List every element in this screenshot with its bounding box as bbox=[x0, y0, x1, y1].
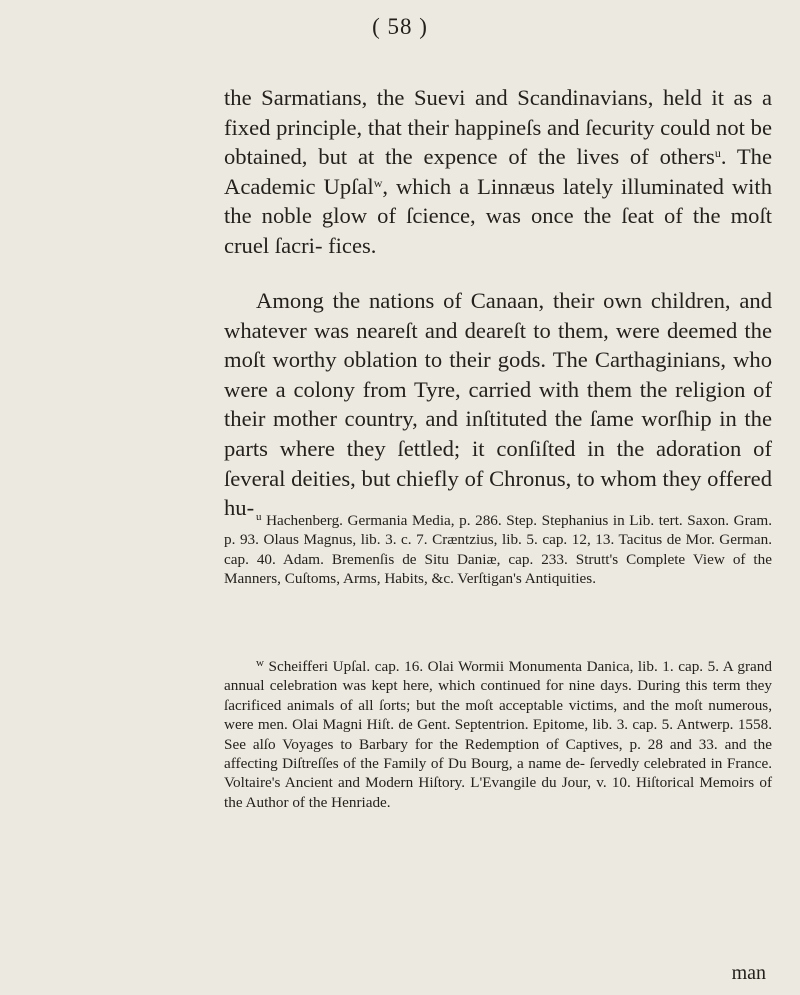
footnote-ref-u: u bbox=[714, 146, 721, 161]
footnote-mark-w: w bbox=[256, 657, 264, 669]
body-paragraph-2: Among the nations of Canaan, their own children, and whatever was neareſt and deareſt to them, were deemed the moſt worthy oblation to their gods. The Carthaginians, who were a colony from Tyre, carried with them the religion of their mother country, and inſtituted the ſame worſhip in the parts where they ſettled; it conſiſted in the adoration of ſeveral deities, but chiefly of Chronus, to whom they offered hu- bbox=[224, 288, 772, 521]
paragraph-1-text-end: , which a Linnæus lately illuminated with the noble glow of ſcience, was once the ſeat of the moſt cruel ſacri- fices. bbox=[224, 173, 772, 258]
catchword: man bbox=[731, 962, 766, 984]
footnote-w bbox=[224, 654, 772, 812]
paragraph-1-text: the Sarmatians, the Suevi and Scandinavians, held it as a fixed principle, that their happineſs and ſecurity could not be obtained, but at the expence of the lives of others bbox=[224, 85, 772, 170]
footnote-mark-u: u bbox=[256, 511, 262, 523]
page-number: ( 58 ) bbox=[372, 14, 428, 39]
paragraph-1-text-middle: . The Academic Upſal bbox=[224, 144, 773, 199]
footnote-w-text: Scheifferi Upſal. cap. 16. Olai Wormii Monumenta Danica, lib. 1. cap. 5. A grand annual celebration was kept here, which continued for nine days. During this term they ſacrificed animals of all ſorts; but the moſt acceptable victims, and the moſt numerous, were men. Olai Magni Hiſt. de Gent. Septentrion. Epitome, lib. 3. cap. 5. Antwerp. 1558. See alſo Voyages to Barbary for the Redemption of Captives, p. 28 and 33. and the affecting Diſtreſſes of the Family of Du Bourg, a name de- ſervedly celebrated in France. Voltaire's Ancient and Modern Hiſtory. L'Evangile du Jour, v. 10. Hiſtorical Memoirs of the Author of the Henriade. bbox=[224, 658, 772, 811]
footnote-u bbox=[224, 508, 772, 589]
footnote-u-text: Hachenberg. Germania Media, p. 286. Step. Stephanius in Lib. tert. Saxon. Gram. p. 93. Olaus Magnus, lib. 3. c. 7. Cræntzius, lib. 5. cap. 12, 13. Tacitus de Mor. German. cap. 40. Adam. Bremenſis de Situ Daniæ, cap. 233. Strutt's Complete View of the Manners, Cuſtoms, Arms, Habits, &c. Verſtigan's Antiquities. bbox=[224, 512, 773, 588]
body-paragraph-1 bbox=[224, 83, 772, 261]
footnote-ref-w: w bbox=[373, 175, 383, 190]
